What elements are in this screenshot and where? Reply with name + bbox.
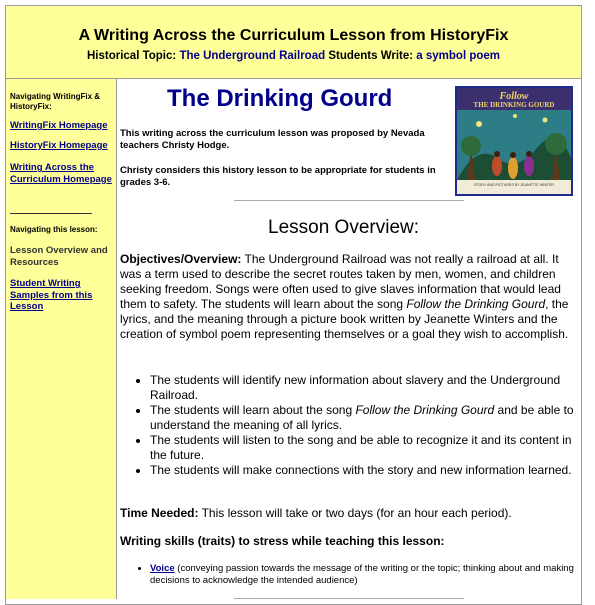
list-item: [150, 373, 580, 403]
bullet-text: The students will learn about the song: [150, 403, 356, 417]
skills-list: [120, 563, 580, 587]
sidebar-link-writingfix-home[interactable]: WritingFix Homepage: [10, 120, 108, 131]
bullet-text: and be able to understand the meaning of all lyrics.: [150, 403, 574, 432]
skills-heading: Writing skills (traits) to stress while teaching this lesson:: [120, 534, 445, 548]
cover-footer: STORY AND PICTURES BY JEANETTE WINTER: [473, 183, 554, 187]
cover-title-line2: THE DRINKING GOURD: [473, 101, 555, 109]
intro-proposed-by: This writing across the curriculum lesson was proposed by Nevada teachers Christy Hodge.: [120, 128, 425, 151]
bullet-book-title: Follow the Drinking Gourd: [355, 403, 495, 417]
bullet-text: The students will identify new information about slavery and the Underground Railroad.: [150, 373, 561, 402]
sidebar-link-wac-home[interactable]: Writing Across the Curriculum Homepage: [10, 162, 112, 185]
intro-grade-level: Christy considers this history lesson to be appropriate for students in grades 3-6.: [120, 165, 436, 188]
sidebar-current-lesson-overview: Lesson Overview and Resources: [10, 245, 108, 268]
sidebar-lesson-heading: Navigating this lesson:: [10, 225, 98, 234]
cover-title-line1: Follow: [499, 91, 529, 102]
list-item: [150, 403, 580, 433]
objectives-text-1: The Underground Railroad was not really a railroad at all. It was a term used to describe the secret routes taken by men, women, and children seeking freedom. Songs were often used to give slaves information that would lead them to safety. The students will learn about the song: [120, 252, 561, 311]
bullet-text: The students will make connections with the story and new information learned.: [150, 463, 572, 477]
bullet-text: The students will listen to the song and be able to recognize it and its content in the future.: [150, 433, 572, 462]
sidebar-nav-heading: Navigating WritingFix & HistoryFix:: [10, 92, 101, 111]
page-title: The Drinking Gourd: [167, 85, 393, 112]
header-title: A Writing Across the Curriculum Lesson from HistoryFix: [78, 27, 509, 44]
voice-link[interactable]: Voice: [150, 563, 175, 574]
topic-label: Historical Topic:: [86, 50, 177, 62]
write-value: a symbol poem: [416, 50, 500, 62]
objectives-paragraph: [120, 252, 580, 342]
overview-heading: Lesson Overview:: [268, 217, 420, 238]
header-subtitle: [6, 50, 581, 62]
list-item: [150, 563, 580, 587]
sidebar-link-historyfix-home[interactable]: HistoryFix Homepage: [10, 140, 108, 151]
book-cover-image: [455, 86, 573, 196]
list-item: [150, 433, 580, 463]
divider-bottom: [234, 598, 464, 599]
divider-top: [234, 200, 464, 201]
write-label: Students Write:: [328, 50, 414, 62]
sidebar: [6, 79, 117, 599]
page-header: [6, 6, 581, 79]
topic-value: The Underground Railroad: [179, 50, 326, 62]
objectives-text-2: , the lyrics, and the meaning through a picture book written by Jeanette Winters and the creation of symbol poem representing themselves or a goal they wish to accomplish.: [120, 297, 569, 341]
sidebar-link-student-samples[interactable]: Student Writing Samples from this Lesson: [10, 278, 93, 312]
list-item: [150, 463, 580, 478]
objectives-list: [120, 373, 580, 478]
objectives-book-title: Follow the Drinking Gourd: [406, 297, 546, 311]
time-label: Time Needed:: [120, 506, 199, 520]
voice-description: (conveying passion towards the message of the writing or the topic; thinking about and making decisions to acknowledge the intended audience): [150, 563, 574, 586]
time-text: This lesson will take or two days (for an hour each period).: [198, 506, 512, 520]
objectives-label: Objectives/Overview:: [120, 252, 242, 266]
time-needed: [120, 506, 580, 521]
sidebar-divider: [10, 213, 92, 214]
